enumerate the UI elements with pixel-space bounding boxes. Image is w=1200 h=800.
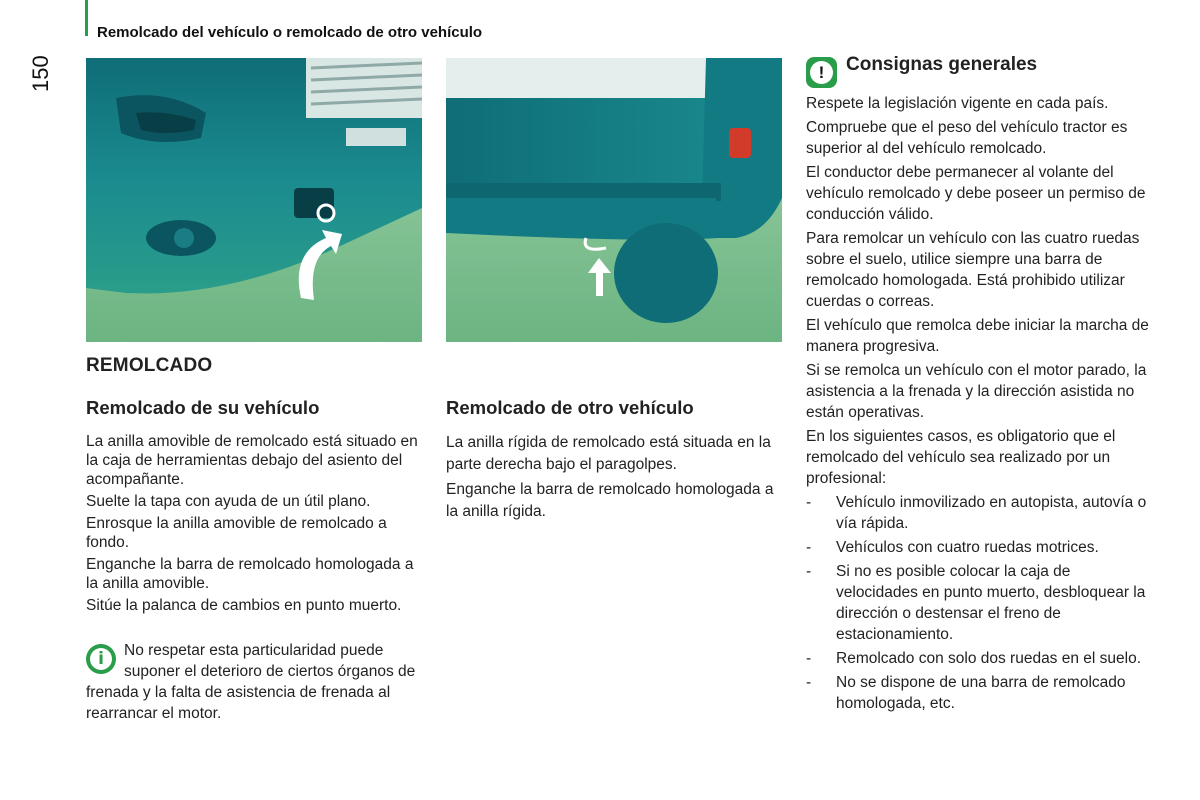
paragraph: El vehículo que remolca debe iniciar la marcha de manera progresiva. xyxy=(806,317,1149,355)
bullet-list xyxy=(806,492,1151,714)
paragraph: Sitúe la palanca de cambios en punto muerto. xyxy=(86,597,402,614)
paragraph: Enganche la barra de remolcado homologada a la anilla rígida. xyxy=(446,481,774,520)
note-text: No respetar esta particularidad puede suponer el deterioro de ciertos órganos de frenada y la falta de asistencia de frenada al rearrancar el motor. xyxy=(86,642,416,722)
list-item: - Remolcado con solo dos ruedas en el suelo. xyxy=(806,650,1142,667)
paragraph: Si se remolca un vehículo con el motor parado, la asistencia a la frenada y la dirección asistida no están operativas. xyxy=(806,362,1147,421)
page-number: 150 xyxy=(28,55,53,92)
page-header: Remolcado del vehículo o remolcado de otro vehículo xyxy=(97,24,483,41)
paragraph: Para remolcar un vehículo con las cuatro ruedas sobre el suelo, utilice siempre una barra de remolcado homologada. Está prohibido utilizar cuerdas o correas. xyxy=(806,230,1140,310)
paragraph: La anilla amovible de remolcado está situado en la caja de herramientas debajo del asiento del acompañante. xyxy=(86,433,418,488)
list-item: - No se dispone de una barra de remolcado homologada, etc. xyxy=(806,674,1126,712)
middle-column xyxy=(446,432,776,526)
info-note xyxy=(86,640,431,724)
list-item: - Si no es posible colocar la caja de velocidades en punto muerto, desbloquear la dirección o destensar el freno de estacionamiento. xyxy=(806,563,1146,643)
paragraph: El conductor debe permanecer al volante del vehículo remolcado y debe poseer un permiso de conducción válido. xyxy=(806,164,1146,223)
middle-heading: Remolcado de otro vehículo xyxy=(446,397,694,418)
list-item: - Vehículo inmovilizado en autopista, autovía o vía rápida. xyxy=(806,494,1147,532)
paragraph: La anilla rígida de remolcado está situada en la parte derecha bajo el paragolpes. xyxy=(446,434,771,473)
paragraph: Suelte la tapa con ayuda de un útil plano. xyxy=(86,493,371,510)
paragraph: Compruebe que el peso del vehículo tractor es superior al del vehículo remolcado. xyxy=(806,119,1128,157)
paragraph: Enrosque la anilla amovible de remolcado a fondo. xyxy=(86,515,387,551)
section-title: REMOLCADO xyxy=(86,355,213,376)
info-icon: i xyxy=(86,644,116,674)
rear-bumper-illustration xyxy=(446,58,782,342)
left-column xyxy=(86,432,426,618)
list-item: - Vehículos con cuatro ruedas motrices. xyxy=(806,539,1099,556)
warning-icon: ! xyxy=(806,57,837,88)
paragraph: Respete la legislación vigente en cada país. xyxy=(806,95,1109,112)
right-heading: Consignas generales xyxy=(846,54,1038,75)
right-column xyxy=(806,93,1151,717)
paragraph: Enganche la barra de remolcado homologada a la anilla amovible. xyxy=(86,556,414,592)
front-bumper-illustration xyxy=(86,58,422,342)
left-heading: Remolcado de su vehículo xyxy=(86,397,320,418)
paragraph: En los siguientes casos, es obligatorio que el remolcado del vehículo sea realizado por un profesional: xyxy=(806,428,1116,487)
header-accent-bar xyxy=(85,0,88,36)
